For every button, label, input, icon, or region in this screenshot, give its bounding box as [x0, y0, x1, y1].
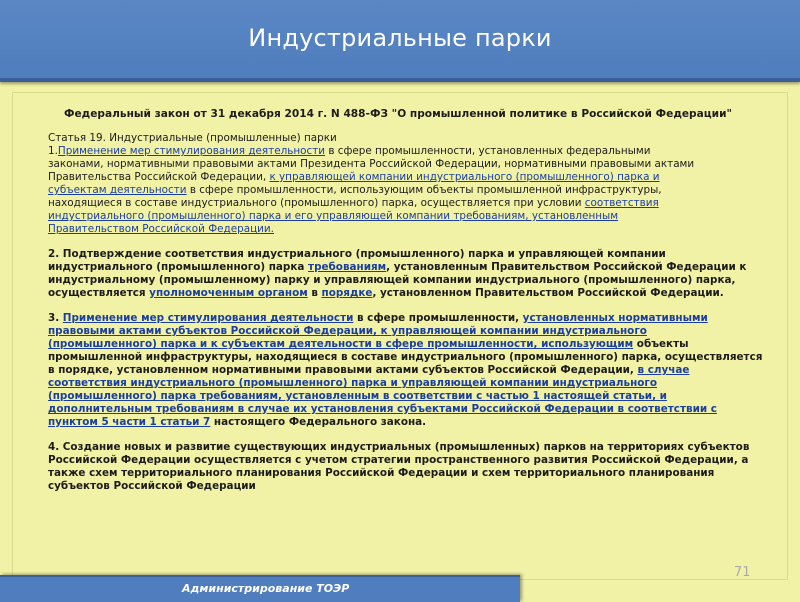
paragraph-text: находящиеся в составе индустриального (промышленного) парка, осуществляется при условии	[48, 197, 585, 209]
paragraph-line	[48, 403, 768, 416]
law-reference-link[interactable]: требованиям	[308, 261, 387, 273]
paragraph-text: законами, нормативными правовыми актами Президента Российской Федерации, нормативными правовыми актами	[48, 158, 695, 170]
paragraph-line	[48, 390, 768, 403]
paragraph-text: 3.	[48, 312, 63, 324]
law-reference-link[interactable]: настоящей статьи, и	[539, 390, 667, 402]
law-reference-link[interactable]: Правительством Российской Федерации.	[48, 223, 274, 235]
paragraph-line	[48, 480, 768, 493]
law-reference-link[interactable]: требованиям	[453, 210, 526, 222]
footer-bar	[0, 575, 520, 602]
paragraph-line	[48, 145, 768, 158]
paragraph-text: настоящего Федерального закона.	[210, 416, 427, 428]
paragraph-4	[48, 441, 768, 493]
slide-content	[28, 107, 768, 505]
paragraph-line	[48, 223, 768, 236]
law-reference-link[interactable]: (промышленного) парка и к субъектам деятельности в сфере промышленности, использующим	[48, 338, 634, 350]
paragraph-line	[48, 351, 768, 364]
paragraph-text: осуществляется	[48, 287, 150, 299]
law-reference-link[interactable]: частью 1	[485, 390, 540, 402]
law-reference-link[interactable]: к управляющей компании индустриального (промышленного) парка и	[269, 171, 660, 183]
paragraph-line	[48, 312, 768, 325]
paragraph-text: также схем территориального планирования Российской Федерации и схем территориального планирования	[48, 467, 715, 479]
paragraph-text: 2. Подтверждение соответствия индустриального (промышленного) парка и управляющей компании	[48, 248, 666, 260]
law-reference-link[interactable]: соответствия индустриального (промышленного) парка и управляющей компании индустриального	[48, 377, 657, 389]
paragraph-text: индустриального (промышленного) парка	[48, 261, 309, 273]
page-number: 71	[734, 565, 751, 580]
paragraph-2	[48, 248, 768, 300]
paragraph-line	[48, 287, 768, 300]
law-reference-link[interactable]: индустриального (промышленного) парка и его управляющей компании	[48, 210, 454, 222]
paragraph-line	[48, 416, 768, 429]
law-reference-link[interactable]: , установленным	[525, 210, 619, 222]
paragraph-1	[48, 145, 768, 236]
law-reference-link[interactable]: Применение мер стимулирования деятельности	[62, 312, 354, 324]
paragraph-text: промышленной инфраструктуры, находящиеся в составе индустриального (промышленного) парка, осуществляется	[48, 351, 763, 363]
law-heading: Федеральный закон от 31 декабря 2014 г. N 488-ФЗ "О промышленной политике в Российской Федерации"	[63, 108, 733, 120]
paragraph-text: в сфере промышленности, установленных федеральными	[325, 145, 651, 157]
paragraph-line	[48, 248, 768, 261]
paragraph-line	[48, 184, 768, 197]
paragraph-list	[28, 145, 768, 493]
paragraph-line	[48, 171, 768, 184]
paragraph-line	[48, 210, 768, 223]
slide-title: Индустриальные парки	[248, 24, 552, 52]
law-reference-link[interactable]: Применение мер стимулирования деятельности	[57, 145, 326, 157]
paragraph-text: Российской Федерации осуществляется с учетом стратегии пространственного развития Российской Федерации, а	[48, 454, 749, 466]
paragraph-line	[48, 338, 768, 351]
paragraph-line	[48, 467, 768, 480]
law-reference-link[interactable]: правовыми актами субъектов Российской Федерации, к управляющей компании индустриального	[48, 325, 647, 337]
paragraph-text: , установленном Правительством Российской Федерации.	[372, 287, 724, 299]
paragraph-line	[48, 325, 768, 338]
law-reference-link[interactable]: субъектам деятельности	[48, 184, 187, 196]
paragraph-line	[48, 377, 768, 390]
paragraph-text: 1.	[48, 145, 58, 157]
paragraph-line	[48, 441, 768, 454]
title-bar	[0, 0, 800, 82]
paragraph-line	[48, 364, 768, 377]
law-reference-link[interactable]: порядке	[321, 287, 373, 299]
paragraph-text: , установленным Правительством Российской Федерации к	[386, 261, 747, 273]
law-reference-link[interactable]: установленных нормативными	[522, 312, 708, 324]
paragraph-text: индустриальному (промышленному) парку и управляющей компании индустриального (промышленного) парка,	[48, 274, 736, 286]
paragraph-text: в	[307, 287, 322, 299]
law-reference-link[interactable]: в случае	[637, 364, 690, 376]
law-reference-link[interactable]: соответствия	[584, 197, 659, 209]
paragraph-text: в порядке, установленном нормативными правовыми актами субъектов Российской Федерации,	[48, 364, 638, 376]
law-reference-link[interactable]: пунктом 5 части 1 статьи 7	[48, 416, 211, 428]
paragraph-text: 4. Создание новых и развитие существующих индустриальных (промышленных) парков на территориях субъектов	[48, 441, 750, 453]
paragraph-line	[48, 158, 768, 171]
paragraph-line	[48, 274, 768, 287]
paragraph-text: субъектов Российской Федерации	[48, 480, 256, 492]
paragraph-text: объекты	[633, 338, 689, 350]
paragraph-text: в сфере промышленности,	[353, 312, 523, 324]
footer-label: Администрирование ТОЭР	[182, 582, 350, 595]
law-reference-link[interactable]: уполномоченным органом	[149, 287, 308, 299]
article-title: Статья 19. Индустриальные (промышленные) парки	[48, 132, 337, 144]
law-reference-link[interactable]: (промышленного) парка требованиям, установленным в соответствии с	[48, 390, 486, 402]
law-reference-link[interactable]: дополнительным требованиям в случае их установления субъектами Российской Федерации в соответствии с	[48, 403, 717, 415]
paragraph-line	[48, 261, 768, 274]
paragraph-text: Правительства Российской Федерации,	[48, 171, 270, 183]
paragraph-3	[48, 312, 768, 429]
paragraph-line	[48, 197, 768, 210]
paragraph-text: в сфере промышленности, использующим объекты промышленной инфраструктуры,	[186, 184, 662, 196]
paragraph-line	[48, 454, 768, 467]
